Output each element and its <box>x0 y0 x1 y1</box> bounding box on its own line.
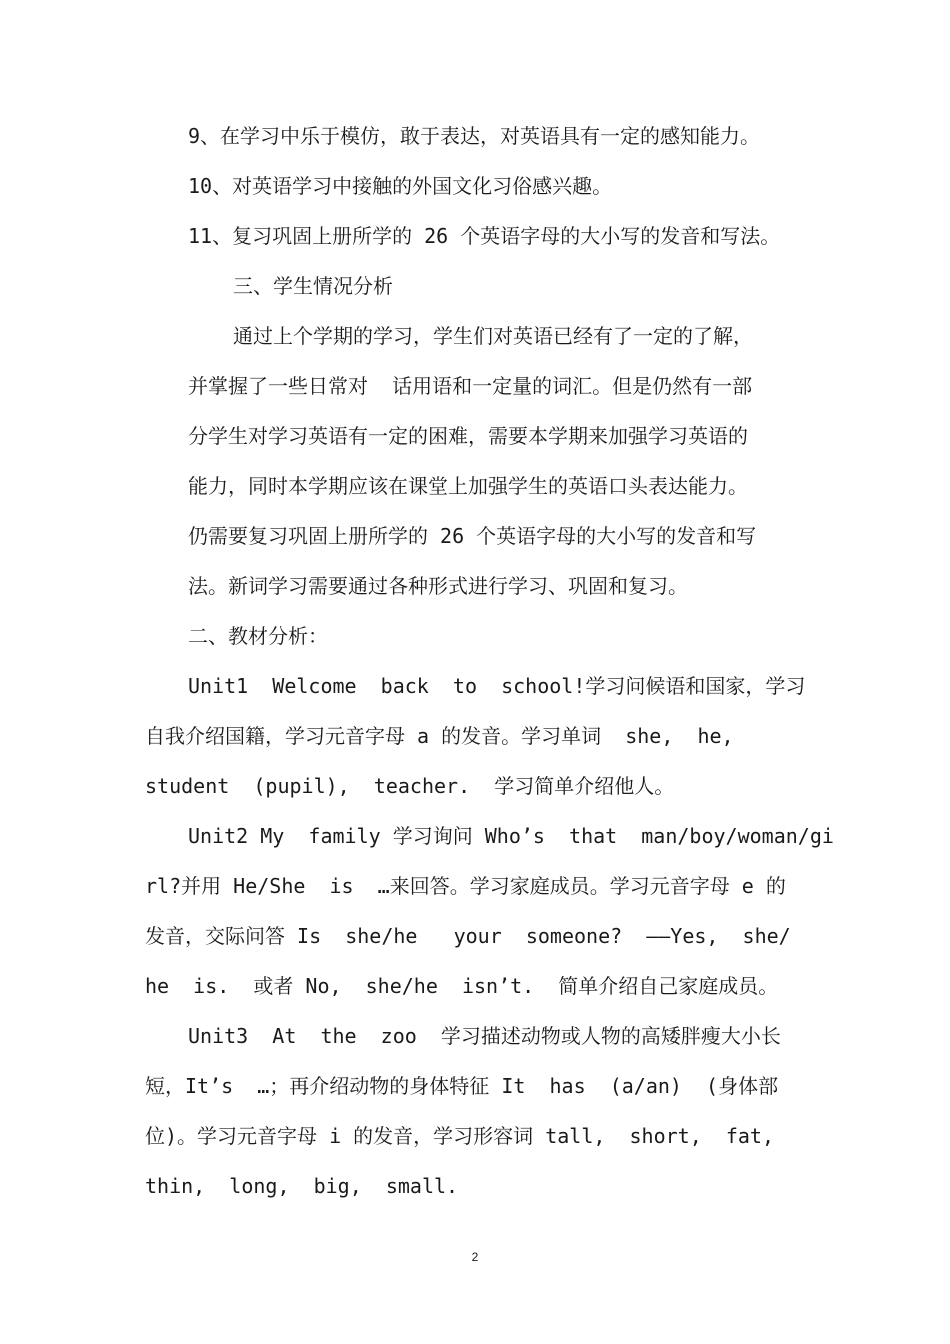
page-number: 2 <box>471 1250 479 1264</box>
text-line-22: thin, long, big, small. <box>145 1174 459 1198</box>
section-heading-student-analysis: 三、学生情况分析 <box>233 274 393 298</box>
text-line-6: 并掌握了一些日常对 话用语和一定量的词汇。但是仍然有一部 <box>188 374 753 398</box>
text-line-14: student (pupil), teacher. 学习简单介绍他人。 <box>145 774 675 798</box>
section-heading-textbook-analysis: 二、教材分析： <box>188 624 328 648</box>
text-line-18: he is. 或者 No, she/he isn’t. 简单介绍自己家庭成员。 <box>145 974 779 998</box>
text-line-9: 仍需要复习巩固上册所学的 26 个英语字母的大小写的发音和写 <box>188 524 757 548</box>
text-line-20: 短，It’s …；再介绍动物的身体特征 It has (a/an) (身体部 <box>145 1074 779 1098</box>
text-line-1: 9、在学习中乐于模仿，敢于表达，对英语具有一定的感知能力。 <box>188 124 761 148</box>
text-line-3: 11、复习巩固上册所学的 26 个英语字母的大小写的发音和写法。 <box>188 224 781 248</box>
text-line-16: rl?并用 He/She is …来回答。学习家庭成员。学习元音字母 e 的 <box>145 874 786 898</box>
text-line-19: Unit3 At the zoo 学习描述动物或人物的高矮胖瘦大小长 <box>188 1024 781 1048</box>
text-line-2: 10、对英语学习中接触的外国文化习俗感兴趣。 <box>188 174 613 198</box>
text-line-10: 法。新词学习需要通过各种形式进行学习、巩固和复习。 <box>188 574 688 598</box>
text-line-21: 位)。学习元音字母 i 的发音，学习形容词 tall, short, fat, <box>145 1124 774 1148</box>
text-line-13: 自我介绍国籍，学习元音字母 a 的发音。学习单词 she, he, <box>145 724 734 748</box>
text-line-7: 分学生对学习英语有一定的困难，需要本学期来加强学习英语的 <box>188 424 748 448</box>
text-line-8: 能力，同时本学期应该在课堂上加强学生的英语口头表达能力。 <box>188 474 748 498</box>
text-line-5: 通过上个学期的学习，学生们对英语已经有了一定的了解， <box>233 324 753 348</box>
text-line-12: Unit1 Welcome back to school!学习问候语和国家，学习 <box>188 674 806 698</box>
text-line-15: Unit2 My family 学习询问 Who’s that man/boy/woman/gi <box>188 824 834 848</box>
text-line-17: 发音，交际问答 Is she/he your someone? ——Yes, she/ <box>145 924 791 948</box>
